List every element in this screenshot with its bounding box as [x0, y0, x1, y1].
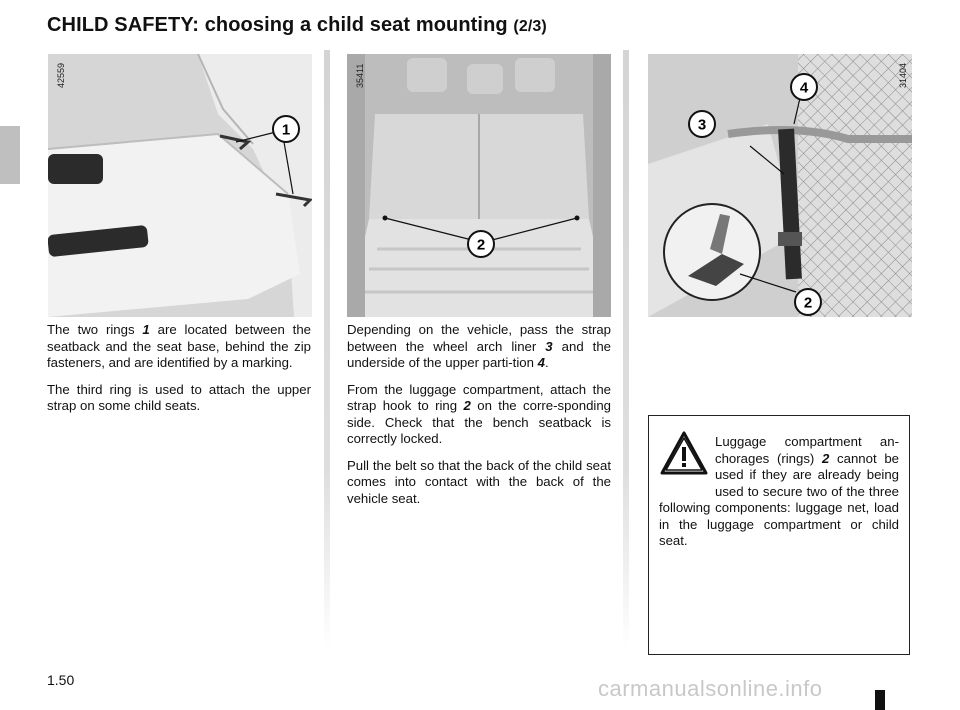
paragraph: Pull the belt so that the back of the child seat comes into contact with the back of the vehicle seat. [347, 457, 611, 506]
paragraph: The third ring is used to attach the upper strap on some child seats. [47, 381, 311, 413]
figure-luggage-compartment [347, 54, 611, 317]
page-number: 1.50 [47, 672, 75, 688]
left-column-text [47, 322, 311, 425]
column-divider [623, 50, 629, 650]
middle-column-text [347, 322, 611, 517]
page-edge-marker [875, 690, 885, 710]
callout-3: 3 [697, 116, 707, 134]
figure-code: 42559 [56, 62, 66, 88]
column-divider [324, 50, 330, 650]
page-title-suffix: (2/3) [513, 18, 547, 35]
watermark: carmanualsonline.info [598, 676, 823, 701]
callout-2: 2 [803, 294, 813, 312]
chapter-tab [0, 126, 20, 184]
figure-code: 31404 [898, 62, 908, 88]
figure-seat-rings [48, 54, 312, 317]
figure-code: 35411 [355, 63, 365, 88]
warning-text: Luggage compartment an-chorages (rings) 2 cannot be used if they are already being used to secure two of the three following components: luggage net, load in the luggage compartment or child seat. [659, 434, 899, 548]
figure-strap-routing [648, 54, 912, 317]
warning-box [648, 415, 910, 655]
page-title: CHILD SAFETY: choosing a child seat mounting (2/3) [47, 14, 547, 36]
callout-4: 4 [799, 79, 809, 97]
callout-1: 1 [281, 121, 291, 139]
paragraph: From the luggage compartment, attach the strap hook to ring 2 on the corre-sponding side. Check that the bench seatback is correctly locked. [347, 381, 611, 446]
callout-2: 2 [476, 236, 486, 254]
paragraph: Depending on the vehicle, pass the strap between the wheel arch liner 3 and the underside of the upper parti-tion 4. [347, 322, 612, 370]
paragraph: The two rings 1 are located between the seatback and the seat base, behind the zip fasteners, and are identified by a marking. [47, 322, 311, 370]
